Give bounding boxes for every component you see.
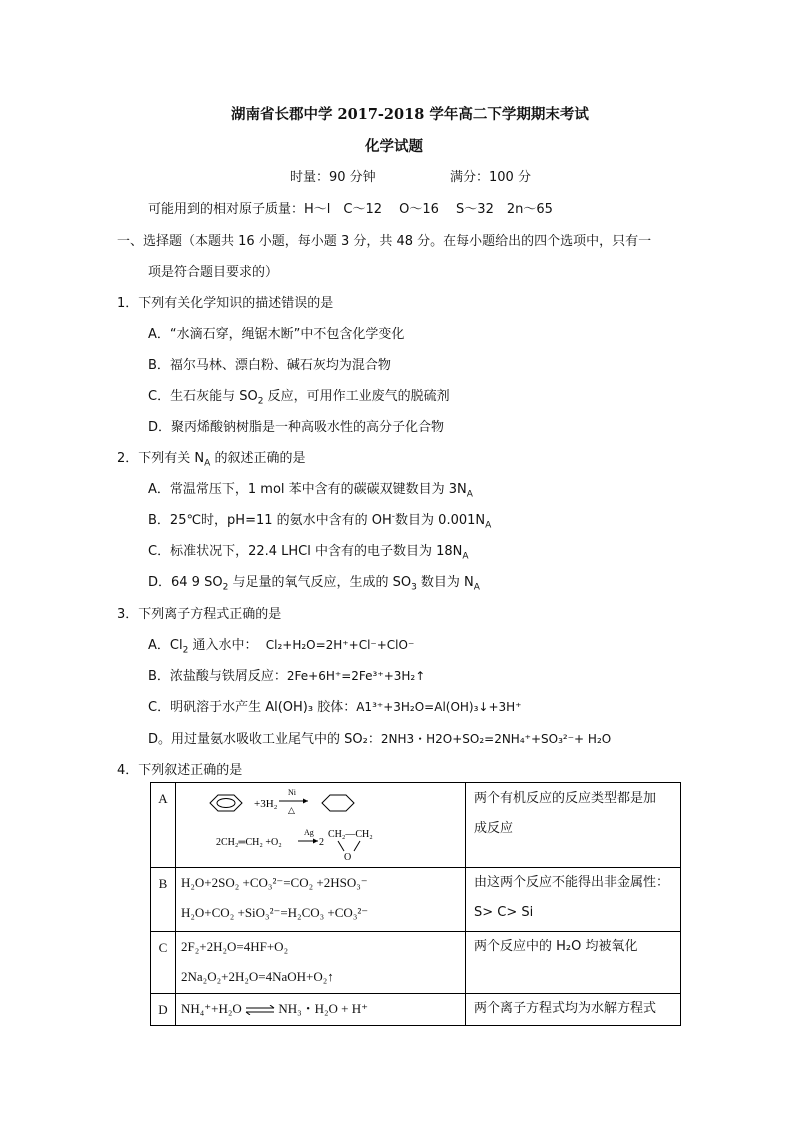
q3-option-a (148, 634, 415, 656)
q3-d-label: D。用过量氨水吸收工业尾气中的 SO₂： (148, 732, 381, 747)
equilibrium-arrow-icon (245, 1005, 275, 1015)
q3-option-c (148, 696, 522, 715)
q2-b-pre: B．25℃时，pH=11 的氨水中含有的 OH (148, 513, 392, 528)
row-c-equation-1: 2F₂+2H₂O=4HF+O₂ (181, 939, 289, 954)
row-d-eq-left: NH₄⁺+H₂O (181, 1001, 242, 1016)
q3-stem: 3．下列离子方程式正确的是 (117, 607, 282, 622)
row-d-conclusion (466, 994, 681, 1026)
reagent-h2: +3H₂ (254, 798, 278, 810)
row-a-equations (176, 783, 466, 868)
q3-c-equation: A1³⁺+3H₂O=Al(OH)₃↓+3H⁺ (356, 700, 522, 714)
row-d-conclusion-text: 两个离子方程式均为水解方程式 (474, 1001, 657, 1016)
q2-b-mid: 数目为 0.001N (395, 513, 486, 528)
q3-option-b (148, 665, 425, 684)
table-row (151, 994, 681, 1026)
q3-a-label: A．Cl (148, 638, 183, 653)
q2-stem-post: 的叙述正确的是 (210, 451, 306, 466)
q3-d-equation: 2NH3・H2O+SO₂=2NH₄⁺+SO₃²⁻+ H₂O (380, 732, 612, 746)
q2-d-sub2: 3 (411, 582, 417, 593)
row-a-conclusion-line1: 两个有机反应的反应类型都是加 (474, 791, 657, 806)
q3-a-sub: 2 (182, 645, 189, 656)
q2-c-pre: C．标准状况下，22.4 LHCl 中含有的电子数目为 18N (148, 544, 463, 559)
q2-d-sub1: 2 (222, 582, 229, 593)
q1-option-d: D．聚丙烯酸钠树脂是一种高吸水性的高分子化合物 (148, 420, 445, 435)
q3-a-text: 通入水中： (188, 638, 258, 653)
table-row (151, 932, 681, 994)
q2-stem (117, 447, 306, 469)
row-b-equation-2: H₂O+CO₂ +SiO₃²⁻=H₂CO₃ +CO₃²⁻ (181, 905, 369, 920)
arrow-2-head (313, 839, 318, 844)
q3-option-d (148, 728, 611, 747)
q1-c-post: 反应，可用作工业废气的脱硫剂 (263, 389, 450, 404)
section-heading-line1: 一、选择题（本题共 16 小题，每小题 3 分，共 48 分。在每小题给出的四个选项中，只有一 (117, 234, 652, 249)
q2-stem-pre: 2．下列有关 N (117, 451, 205, 466)
q3-b-label: B．浓盐酸与铁屑反应： (148, 669, 287, 684)
epoxide-bond-right (354, 841, 360, 851)
row-b-conclusion-line1: 由这两个反应不能得出非金属性： (474, 875, 670, 890)
epoxide-chain: CH₂—CH₂ (328, 829, 373, 840)
benzene-structure (210, 795, 242, 811)
q2-a-text: A．常温常压下，1 mol 苯中含有的碳碳双键数目为 3N (148, 482, 467, 497)
exam-title: 湖南省长郡中学 2017-2018 学年高二下学期期末考试 (231, 106, 589, 123)
row-label-a: A (151, 783, 176, 868)
row-a-conclusion-line2: 成反应 (474, 821, 514, 836)
row-a-conclusion (466, 783, 681, 868)
q3-c-label: C．明矾溶于水产生 Al(OH)₃ 胶体： (148, 700, 357, 715)
q4-options-table (150, 782, 681, 1026)
q2-option-c (148, 540, 469, 562)
q2-d-mid2: 数目为 N (416, 575, 474, 590)
atomic-masses: 可能用到的相对原子质量：H～l C～12 O～16 S～32 2n～65 (148, 202, 553, 217)
row-b-conclusion (466, 868, 681, 932)
row-b-equations (176, 868, 466, 932)
q2-option-b (148, 509, 492, 531)
q2-option-a (148, 478, 473, 500)
q2-a-sub: A (466, 489, 473, 500)
q1-stem: 1．下列有关化学知识的描述错误的是 (117, 296, 334, 311)
catalyst-ag: Ag (304, 828, 314, 837)
q1-option-c (148, 385, 450, 407)
row-label-c: C (151, 932, 176, 994)
heat-symbol: △ (288, 805, 295, 815)
q2-b-sup: - (391, 511, 396, 522)
arrow-1-head (303, 799, 308, 804)
section-heading-line2: 项是符合题目要求的） (148, 265, 279, 280)
ethylene-reactants: 2CH₂═CH₂ +O₂ (216, 837, 282, 848)
q2-stem-sub: A (204, 458, 211, 469)
row-c-conclusion (466, 932, 681, 994)
q2-d-pre: D．64 9 SO (148, 575, 223, 590)
q2-b-sub: A (485, 520, 492, 531)
row-d-equations (176, 994, 466, 1026)
time-limit: 时量：90 分钟 (290, 170, 376, 185)
q1-c-sub: 2 (257, 396, 264, 407)
q2-d-sub3: A (473, 582, 480, 593)
q3-a-equation: Cl₂+H₂O=2H⁺+Cl⁻+ClO⁻ (265, 638, 415, 652)
q1-c-pre: C．生石灰能与 SO (148, 389, 258, 404)
subject-title: 化学试题 (365, 138, 423, 155)
row-label-b: B (151, 868, 176, 932)
row-label-d: D (151, 994, 176, 1026)
cyclohexane-structure (322, 795, 354, 811)
row-c-equation-2: 2Na₂O₂+2H₂O=4NaOH+O₂↑ (181, 969, 334, 984)
row-b-conclusion-line2: S> C> Si (474, 905, 534, 920)
q1-option-b: B．福尔马林、漂白粉、碱石灰均为混合物 (148, 358, 391, 373)
q2-c-sub: A (462, 551, 469, 562)
epoxide-bond-left (338, 841, 344, 851)
full-score: 满分：100 分 (450, 170, 531, 185)
q3-b-equation: 2Fe+6H⁺=2Fe³⁺+3H₂↑ (286, 669, 426, 683)
organic-reactions-diagram (176, 783, 460, 867)
row-c-conclusion-text: 两个反应中的 H₂O 均被氧化 (474, 939, 638, 954)
q4-stem: 4．下列叙述正确的是 (117, 763, 243, 778)
product-coefficient: 2 (319, 837, 324, 848)
table-row (151, 868, 681, 932)
table-row (151, 783, 681, 868)
catalyst-ni: Ni (288, 788, 296, 797)
row-d-equation (181, 994, 465, 1024)
row-b-equation-1: H₂O+2SO₂ +CO₃²⁻=CO₂ +2HSO₃⁻ (181, 875, 368, 890)
q2-option-d (148, 571, 480, 593)
row-d-eq-right: NH₃・H₂O + H⁺ (278, 1001, 369, 1016)
epoxide-oxygen: O (344, 852, 352, 863)
q1-option-a: A．“水滴石穿，绳锯木断”中不包含化学变化 (148, 327, 405, 342)
row-c-equations (176, 932, 466, 994)
q2-d-mid: 与足量的氧气反应，生成的 SO (228, 575, 412, 590)
